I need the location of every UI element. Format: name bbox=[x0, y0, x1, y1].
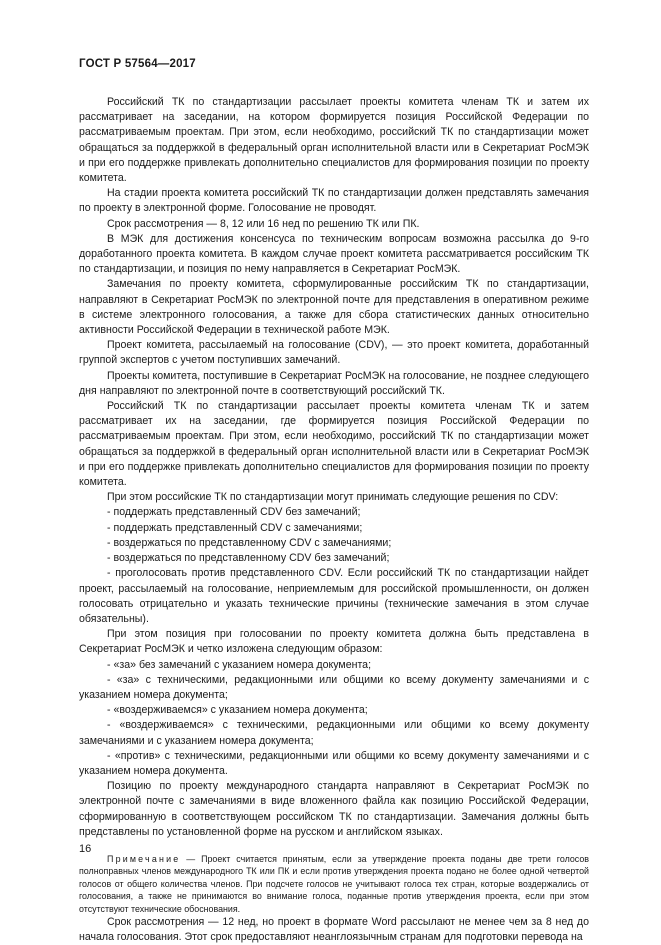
position-list-item: - «за» с техническими, редакционными или общими ко всему документу замечаниями и с указанием номера документа; bbox=[79, 673, 589, 701]
decision-list-item: - воздержаться по представленному CDV без замечаний; bbox=[107, 552, 390, 565]
document-body bbox=[79, 95, 589, 945]
paragraph: Позицию по проекту международного стандарта направляют в Секретариат РосМЭК по электронной почте с замечаниями в виде вложенного файла как позицию Российской Федерации, сформированную в соответствующем российском ТК по стандартизации. Замечания должны быть представлены по установленной форме на русском и английском языках. bbox=[79, 780, 589, 838]
paragraph: Российский ТК по стандартизации рассылает проекты комитета членам ТК и затем их рассматривает на заседании, на котором формируется позиция Российской Федерации по рассматриваемым проектам. При этом, если необходимо, российский ТК по стандартизации может обращаться за поддержкой в федеральный орган исполнительной власти или в Секретариат РосМЭК и при его поддержке привлекать дополнительно специалистов для формирования позиции по проекту комитета. bbox=[79, 96, 589, 185]
paragraph: При этом российские ТК по стандартизации могут принимать следующие решения по CDV: bbox=[107, 491, 559, 504]
position-list-item: - «против» с техническими, редакционными или общими ко всему документу замечаниями и с указанием номера документа. bbox=[79, 749, 589, 777]
paragraph: Замечания по проекту комитета, сформулированные российским ТК по стандартизации, направляют в Секретариат РосМЭК по электронной почте для представления в оперативном режиме в системе электронного голосования, а также для сбора статистических данных относительно активности Российской Федерации в технической работе МЭК. bbox=[79, 278, 589, 337]
decision-list-item: - поддержать представленный CDV с замечаниями; bbox=[107, 521, 363, 534]
paragraph: Проект комитета, рассылаемый на голосование (CDV), — это проект комитета, доработанный группой экспертов с учетом поступивших замечаний. bbox=[79, 339, 589, 367]
decision-list-item: - поддержать представленный CDV без замечаний; bbox=[107, 506, 361, 519]
position-list-item: - «за» без замечаний с указанием номера документа; bbox=[107, 658, 372, 671]
position-list-item: - «воздерживаемся» с техническими, редакционными или общими ко всему документу замечаниями и с указанием номера документа; bbox=[79, 719, 589, 747]
note bbox=[79, 853, 589, 915]
paragraph: Срок рассмотрения — 8, 12 или 16 нед по решению ТК или ПК. bbox=[107, 217, 420, 230]
decision-list-item: - воздержаться по представленному CDV с замечаниями; bbox=[107, 536, 392, 549]
paragraph: В МЭК для достижения консенсуса по техническим вопросам возможна рассылка до 9-го доработанного проекта комитета. В каждом случае проект комитета рассматривается российским ТК по стандартизации, и позиция по нему направляется в Секретариат РосМЭК. bbox=[79, 232, 589, 276]
note-label: Примечание bbox=[107, 853, 181, 864]
decision-list-item: - проголосовать против представленного CDV. Если российский ТК по стандартизации найдет проект, рассылаемый на голосование, неприемлемым для российской промышленности, он должен голосовать отрицательно и указать технические причины (технические замечания в этом случае обязательны). bbox=[79, 567, 589, 625]
position-list-item: - «воздерживаемся» с указанием номера документа; bbox=[107, 704, 368, 717]
paragraph: Российский ТК по стандартизации рассылает проекты комитета членам ТК и затем рассматривает их на заседании, где формируется позиция Российской Федерации по рассматриваемым проектам. При этом, если необходимо, российский ТК по стандартизации может обращаться за поддержкой в федеральный орган исполнительной власти или в Секретариат РосМЭК и при его поддержке привлекать дополнительно специалистов для формирования позиции по проекту комитета. bbox=[79, 400, 589, 489]
paragraph: На стадии проекта комитета российский ТК по стандартизации должен представлять замечания по проекту в электронной форме. Голосование не проводят. bbox=[79, 187, 589, 215]
standard-code: ГОСТ Р 57564—2017 bbox=[79, 58, 196, 70]
paragraph: При этом позиция при голосовании по проекту комитета должна быть представлена в Секретариат РосМЭК и четко изложена следующим образом: bbox=[79, 628, 589, 656]
note-text: — Проект считается принятым, если за утверждение проекта поданы две трети голосов полноправных членов международного ТК или ПК и если против утверждения проекта подано не более одной четвертой голосов от общего количества членов. При подсчете голосов не учитывают голоса тех стран, которые воздержались от голосования, а также не принимаются во внимание голоса, поданные против утверждения проекта, если при этом отсутствуют технические обоснования. bbox=[79, 853, 589, 914]
paragraph: Срок рассмотрения — 12 нед, но проект в формате Word рассылают не менее чем за 8 нед до начала голосования. Этот срок предоставляют неанглоязычным странам для подготовки перевода на bbox=[79, 915, 589, 944]
page-number: 16 bbox=[79, 843, 92, 855]
paragraph: Проекты комитета, поступившие в Секретариат РосМЭК на голосование, не позднее следующего дня направляют по электронной почте в соответствующий российский ТК. bbox=[79, 369, 589, 397]
